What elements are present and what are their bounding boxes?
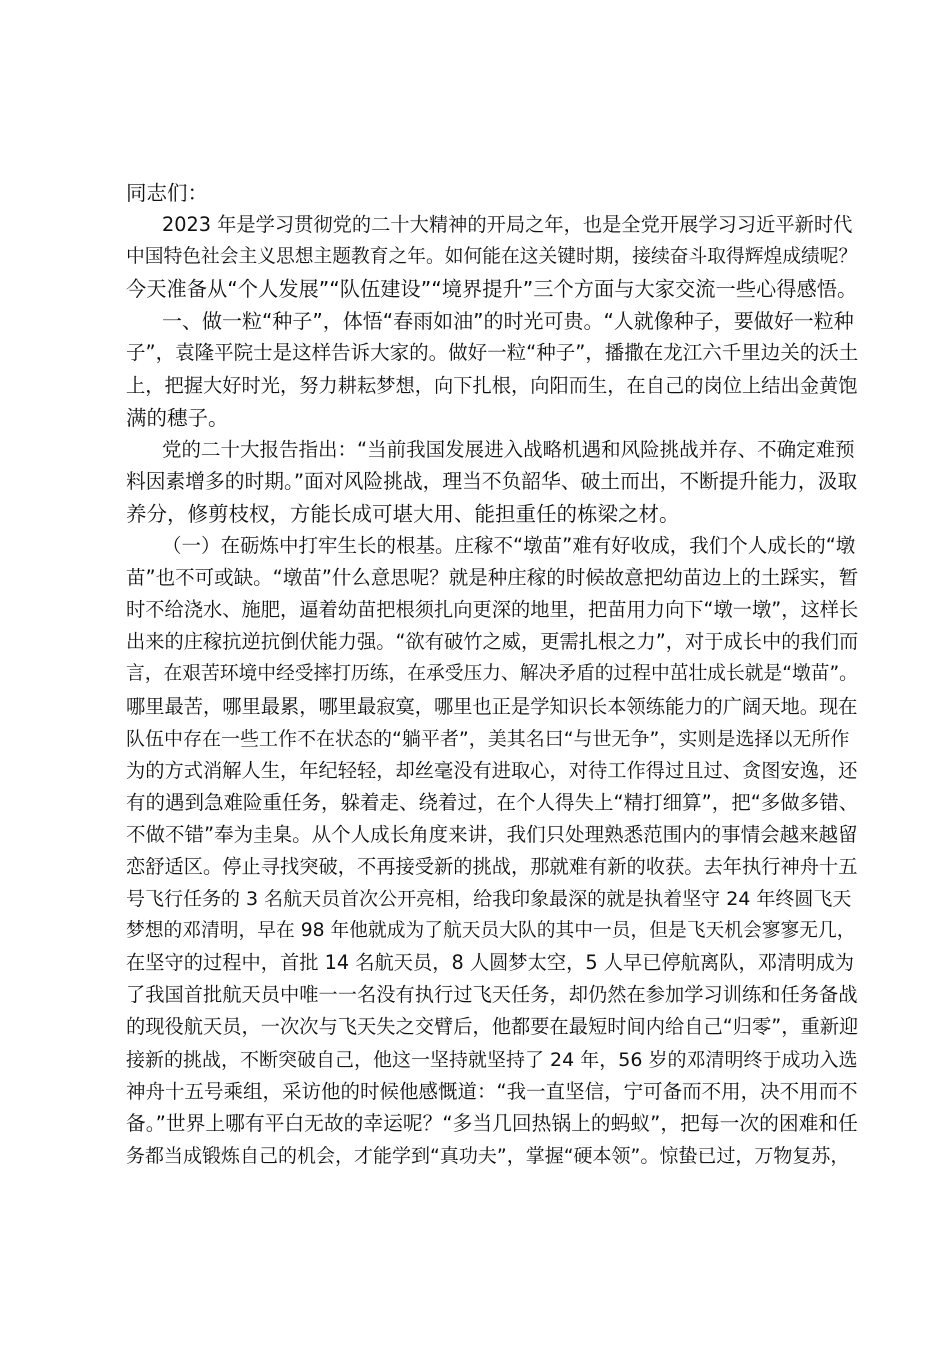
paragraph-line: 神舟十五号乘组，采访他的时候他感慨道：“我一直坚信，宁可备而不用，决不用而不 — [126, 1079, 858, 1103]
paragraph-line: 出来的庄稼抗逆抗倒伏能力强。“欲有破竹之威，更需扎根之力”，对于成长中的我们而 — [126, 630, 858, 654]
salutation: 同志们： — [126, 181, 208, 205]
paragraph-line: 子”，袁隆平院士是这样告诉大家的。做好一粒“种子”，播撒在龙江六千里边关的沃土 — [126, 341, 858, 365]
paragraph-line: 接新的挑战，不断突破自己，他这一坚持就坚持了 24 年，56 岁的邓清明终于成功入选 — [126, 1048, 858, 1071]
paragraph-line: 满的穗子。 — [126, 405, 229, 430]
paragraph-line: 党的二十大报告指出：“当前我国发展进入战略机遇和风险挑战并存、不确定难预 — [162, 437, 855, 461]
paragraph-line: 务都当成锻炼自己的机会，才能学到“真功夫”，掌握“硬本领”。惊蛰已过，万物复苏， — [126, 1144, 850, 1167]
paragraph-line: 中国特色社会主义思想主题教育之年。如何能在这关键时期，接续奋斗取得辉煌成绩呢？ — [126, 246, 858, 268]
paragraph-line: 今天准备从“个人发展”“队伍建设”“境界提升”三个方面与大家交流一些心得感悟。 — [126, 277, 858, 302]
paragraph-line: 号飞行任务的 3 名航天员首次公开亮相，给我印象最深的就是执着坚守 24 年终圆飞天 — [126, 888, 852, 911]
paragraph-line: 上，把握大好时光，努力耕耘梦想，向下扎根，向阳而生，在自己的岗位上结出金黄饱 — [126, 373, 858, 397]
paragraph-line: 哪里最苦，哪里最累，哪里最寂寞，哪里也正是学知识长本领练能力的广阔天地。现在 — [126, 694, 858, 718]
paragraph-line: 在坚守的过程中，首批 14 名航天员，8 人圆梦太空，5 人早已停航离队，邓清明成为 — [126, 951, 854, 975]
paragraph-line: 的现役航天员，一次次与飞天失之交臂后，他都要在最短时间内给自己“归零”，重新迎 — [126, 1015, 858, 1039]
paragraph-line: 料因素增多的时期。”面对风险挑战，理当不负韶华、破土而出，不断提升能力，汲取 — [126, 469, 858, 493]
paragraph-line: 队伍中存在一些工作不在状态的“躺平者”，美其名曰“与世无争”，实则是选择以无所作 — [126, 727, 850, 750]
paragraph-line: 苗”也不可或缺。“墩苗”什么意思呢？就是种庄稼的时候故意把幼苗边上的土踩实，暂 — [126, 566, 858, 590]
paragraph-line: 梦想的邓清明，早在 98 年他就成为了航天员大队的其中一员，但是飞天机会寥寥无几， — [126, 920, 856, 942]
paragraph-line: 恋舒适区。停止寻找突破，不再接受新的挑战，那就难有新的收获。去年执行神舟十五 — [126, 854, 858, 878]
paragraph-line: 2023 年是学习贯彻党的二十大精神的开局之年，也是全党开展学习习近平新时代 — [162, 213, 853, 237]
document-body — [126, 178, 858, 1173]
paragraph-line: 养分，修剪枝杈，方能长成可堪大用、能担重任的栋梁之材。 — [126, 501, 680, 526]
paragraph-line: 不做不错”奉为圭臬。从个人成长角度来讲，我们只处理熟悉范围内的事情会越来越留 — [126, 822, 858, 846]
paragraph-line: 时不给浇水、施肥，逼着幼苗把根须扎向更深的地里，把苗用力向下“墩一墩”，这样长 — [126, 598, 858, 622]
paragraph-line: 了我国首批航天员中唯一一名没有执行过飞天任务，却仍然在参加学习训练和任务备战 — [126, 983, 858, 1007]
paragraph-line: 为的方式消解人生，年纪轻轻，却丝毫没有进取心，对待工作得过且过、贪图安逸，还 — [126, 758, 858, 782]
paragraph-line: 言，在艰苦环境中经受摔打历练，在承受压力、解决矛盾的过程中茁壮成长就是“墩苗”。 — [126, 663, 858, 685]
paragraph-line: 备。”世界上哪有平白无故的幸运呢？“多当几回热锅上的蚂蚁”，把每一次的困难和任 — [126, 1111, 858, 1135]
paragraph-line: 有的遇到急难险重任务，躲着走、绕着过，在个人得失上“精打细算”，把“多做多错、 — [126, 790, 858, 814]
section-heading-line: 一、做一粒“种子”，体悟“春雨如油”的时光可贵。“人就像种子，要做好一粒种 — [162, 309, 854, 334]
subsection-heading-line: （一）在砺炼中打牢生长的根基。庄稼不“墩苗”难有好收成，我们个人成长的“墩 — [162, 534, 856, 558]
